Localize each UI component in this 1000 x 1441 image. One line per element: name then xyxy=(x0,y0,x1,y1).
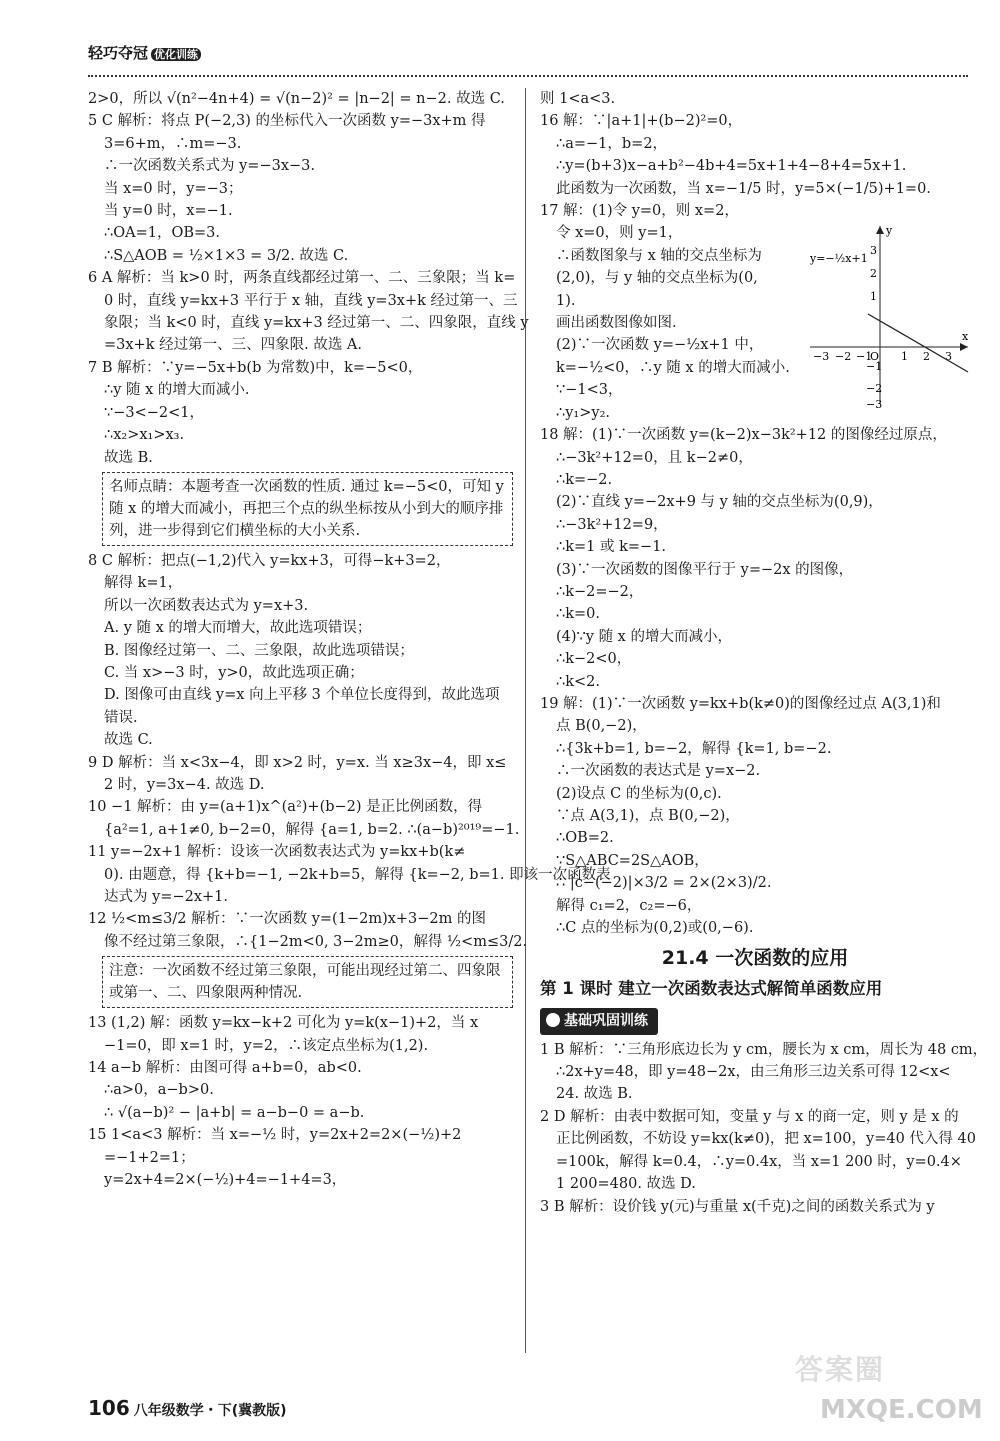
answer-line: 13 (1,2) 解：函数 y=kx−k+2 可化为 y=k(x−1)+2，当 x xyxy=(88,1015,479,1032)
answer-line: 7 B 解析：∵y=−5x+b(b 为常数)中，k=−5<0， xyxy=(88,359,423,376)
x-axis-label: x xyxy=(962,330,969,343)
function-line xyxy=(868,314,968,372)
answer-line: 19 解：(1)∵一次函数 y=kx+b(k≠0)的图像经过点 A(3,1)和 xyxy=(540,695,941,712)
answer-line: 像不经过第三象限，∴{1−2m<0, 3−2m≥0，解得 ½<m≤3/2. xyxy=(104,933,528,950)
answer-line: ∴OB=2. xyxy=(556,830,614,847)
answer-line: (2)设点 C 的坐标为(0,c). xyxy=(556,785,722,802)
answer-line: 14 a−b 解析：由图可得 a+b=0，ab<0. xyxy=(88,1060,362,1077)
answer-line: {a²=1, a+1≠0, b−2=0，解得 {a=1, b=2. ∴(a−b)²⁰¹⁹=−1. xyxy=(104,821,520,838)
answer-line: 1 B 解析：∵三角形底边长为 y cm，腰长为 x cm，周长为 48 cm， xyxy=(540,1041,988,1058)
page-header xyxy=(88,42,968,70)
origin-label: O xyxy=(870,350,880,363)
answer-line: (2)∵一次函数 y=−½x+1 中， xyxy=(556,337,764,354)
answer-line: 17 解：(1)令 y=0，则 x=2， xyxy=(540,203,739,220)
column-divider xyxy=(525,88,526,1353)
answer-line: ∵−1<3， xyxy=(556,382,623,399)
answer-line: 1 200=480. 故选 D. xyxy=(556,1176,696,1193)
answer-line: 此函数为一次函数，当 x=−1/5 时，y=5×(−1/5)+1=0. xyxy=(556,180,931,197)
x-tick: 2 xyxy=(923,350,930,363)
answer-line: =−1+2=1； xyxy=(104,1149,195,1166)
answer-line: 24. 故选 B. xyxy=(556,1086,633,1103)
answer-line: ∴2x+y=48，即 y=48−2x，由三角形三边关系可得 12<x< xyxy=(556,1064,951,1081)
answer-line: 15 1<a<3 解析：当 x=−½ 时，y=2x+2=2×(−½)+2 xyxy=(88,1127,462,1144)
y-arrow xyxy=(876,226,884,234)
answer-line: ∴a>0，a−b>0. xyxy=(104,1082,214,1099)
answer-line: 当 y=0 时，x=−1. xyxy=(104,203,233,220)
answer-line: −1=0，即 x=1 时，y=2，∴该定点坐标为(1,2). xyxy=(104,1037,429,1054)
answer-line: (2,0)，与 y 轴的交点坐标为(0, xyxy=(556,270,758,287)
x-tick: 1 xyxy=(901,350,908,363)
answer-line: y=2x+4=2×(−½)+4=−1+4=3， xyxy=(104,1172,347,1189)
x-tick: 3 xyxy=(945,350,952,363)
x-tick: −3 xyxy=(813,350,830,363)
answer-line: 达式为 y=−2x+1. xyxy=(104,889,228,905)
teacher-tip-box xyxy=(102,472,513,546)
answer-line: (4)∵y 随 x 的增大而减小， xyxy=(556,628,732,645)
logo-main: 轻巧夺冠 xyxy=(88,44,149,62)
answer-line: =3x+k 经过第一、三、四象限. 故选 A. xyxy=(104,337,363,354)
x-tick: −2 xyxy=(835,350,852,363)
answer-line: 3 B 解析：设价钱 y(元)与重量 x(千克)之间的函数关系式为 y xyxy=(540,1198,935,1215)
lesson-title: 第 1 课时 建立一次函数表达式解简单函数应用 xyxy=(540,978,883,998)
answer-line: 11 y=−2x+1 解析：设该一次函数表达式为 y=kx+b(k≠ xyxy=(88,844,466,861)
y-tick: 3 xyxy=(870,244,877,257)
answer-line: 象限；当 k<0 时，直线 y=kx+3 经过第一、二、四象限，直线 y xyxy=(104,315,529,332)
answer-line: 1). xyxy=(556,292,576,309)
answer-line: 0 时，直线 y=kx+3 平行于 x 轴，直线 y=3x+k 经过第一、三 xyxy=(104,292,518,309)
line-label: y=−½x+1 xyxy=(810,252,868,265)
answer-line: 令 x=0，则 y=1， xyxy=(556,225,683,242)
answer-line: D. 图像可由直线 y=x 向上平移 3 个单位长度得到，故此选项 xyxy=(104,687,500,704)
answer-line: =100k，解得 k=0.4，∴y=0.4x，当 x=1 200 时，y=0.4× xyxy=(556,1153,962,1170)
answer-line: 2 D 解析：由表中数据可知，变量 y 与 x 的商一定，则 y 是 x 的 xyxy=(540,1108,959,1125)
answer-line: ∴一次函数的表达式是 y=x−2. xyxy=(556,763,761,780)
watermark-text: 答案圈 xyxy=(795,1353,886,1386)
answer-line: ∴k−2<0， xyxy=(556,651,632,668)
answer-line: 故选 C. xyxy=(104,732,153,749)
page-number: 106 xyxy=(88,1396,130,1420)
watermark-url: MXQE.COM xyxy=(820,1395,983,1425)
answer-line: ∵点 A(3,1)，点 B(0,−2)， xyxy=(556,808,740,824)
answer-line: 画出函数图像如图. xyxy=(556,315,677,332)
answer-line: ∴一次函数关系式为 y=−3x−3. xyxy=(104,158,315,175)
answer-line: 3=6+m，∴m=−3. xyxy=(104,135,242,152)
answer-line: ∴S△AOB = ½×1×3 = 3/2. 故选 C. xyxy=(104,247,349,264)
answer-line: (3)∵一次函数的图像平行于 y=−2x 的图像， xyxy=(556,561,854,578)
section-title: 21.4 一次函数的应用 xyxy=(661,947,849,970)
answer-line: 9 D 解析：当 x<3x−4，即 x>2 时，y=x. 当 x≥3x−4，即 x≤ xyxy=(88,754,507,771)
answer-line: 则 1<a<3. xyxy=(540,91,616,107)
answer-line: ∴ √(a−b)² − |a+b| = a−b−0 = a−b. xyxy=(104,1104,365,1121)
answer-line: ∴x₂>x₁>x₃. xyxy=(104,427,185,444)
note-text: 注意：一次函数不经过第三象限，可能出现经过第二、四象限或第一、二、四象限两种情况. xyxy=(109,963,501,1002)
answer-line: 2>0，所以 √(n²−4n+4) = √(n−2)² = |n−2| = n−2. 故选 C. xyxy=(88,91,505,107)
answer-line: ∴−3k²+12=0，且 k−2≠0， xyxy=(556,449,753,466)
x-tick: −1 xyxy=(856,350,873,363)
answer-line: (2)∵直线 y=−2x+9 与 y 轴的交点坐标为(0,9)， xyxy=(556,494,883,511)
book-title: 八年级数学・下(冀教版) xyxy=(133,1403,287,1419)
answer-line: 5 C 解析：将点 P(−2,3) 的坐标代入一次函数 y=−3x+m 得 xyxy=(88,113,486,130)
answer-line: ∴−3k²+12=9， xyxy=(556,516,668,533)
answer-line: ∵−3<−2<1， xyxy=(104,404,204,421)
answer-line: k=−½<0，∴y 随 x 的增大而减小. xyxy=(556,359,790,376)
answer-line: ∴C 点的坐标为(0,2)或(0,−6). xyxy=(556,920,754,937)
answer-line: ∴k−2=−2， xyxy=(556,583,644,600)
answer-line: ∴k=1 或 k=−1. xyxy=(556,539,667,556)
y-axis-label: y xyxy=(886,224,893,237)
page-footer xyxy=(88,1396,287,1420)
answer-line: 点 B(0,−2)， xyxy=(556,718,647,735)
answer-line: A. y 随 x 的增大而增大，故此选项错误； xyxy=(104,620,372,637)
answer-line: 解得 c₁=2，c₂=−6， xyxy=(556,897,702,914)
y-tick: −1 xyxy=(866,360,883,373)
answer-line: 12 ½<m≤3/2 解析：∵一次函数 y=(1−2m)x+3−2m 的图 xyxy=(88,911,487,928)
brand-logo xyxy=(88,42,201,63)
answer-line: ∴y₁>y₂. xyxy=(556,404,610,421)
answer-line: ∴k<2. xyxy=(556,673,600,690)
answer-line: ∴函数图象与 x 轴的交点坐标为 xyxy=(556,247,762,264)
answer-line: 18 解：(1)∵一次函数 y=(k−2)x−3k²+12 的图像经过原点， xyxy=(540,427,947,444)
x-arrow xyxy=(960,343,968,351)
answer-line: 所以一次函数表达式为 y=x+3. xyxy=(104,597,309,614)
logo-sub: 优化训练 xyxy=(151,48,201,61)
answer-line: 故选 B. xyxy=(104,449,153,466)
badge-label: 基础巩固训练 xyxy=(564,1013,648,1030)
y-tick: −2 xyxy=(866,382,883,395)
y-tick: 1 xyxy=(870,290,877,303)
answer-line: 正比例函数，不妨设 y=kx(k≠0)，把 x=100，y=40 代入得 40 xyxy=(556,1131,976,1148)
answer-line: 8 C 解析：把点(−1,2)代入 y=kx+3，可得−k+3=2， xyxy=(88,552,451,569)
answer-line: 6 A 解析：当 k>0 时，两条直线都经过第一、二、三象限；当 k= xyxy=(88,270,516,287)
function-graph xyxy=(808,222,973,411)
answer-line: ∴a=−1，b=2， xyxy=(556,135,668,152)
answer-line: 当 x=0 时，y=−3； xyxy=(104,180,243,197)
badge-icon xyxy=(546,1013,560,1027)
answer-line: ∴{3k+b=1, b=−2，解得 {k=1, b=−2. xyxy=(556,740,832,757)
answer-line: C. 当 x>−3 时，y>0，故此选项正确； xyxy=(104,664,364,681)
answer-line: ∴OA=1，OB=3. xyxy=(104,225,220,242)
answer-line: 16 解：∵|a+1|+(b−2)²=0， xyxy=(540,113,743,130)
answer-line: 解得 k=1， xyxy=(104,575,183,592)
y-tick: −3 xyxy=(866,398,883,411)
answer-line: 2 时，y=3x−4. 故选 D. xyxy=(104,776,265,793)
answer-line: 0). 由题意，得 {k+b=−1, −2k+b=5，解得 {k=−2, b=1. 即该一次函数表 xyxy=(104,866,611,883)
y-tick: 2 xyxy=(870,267,877,280)
section-badge xyxy=(540,1008,658,1034)
note-box xyxy=(102,956,513,1008)
answer-line: ∴y 随 x 的增大而减小. xyxy=(104,382,250,399)
answer-line: 10 −1 解析：由 y=(a+1)x^(a²)+(b−2) 是正比例函数，得 xyxy=(88,799,483,816)
answer-line: ∵S△ABC=2S△AOB， xyxy=(556,852,709,869)
answer-line: ∴ |c−(−2)|×3/2 = 2×(2×3)/2. xyxy=(556,875,772,892)
answer-line: ∴k=−2. xyxy=(556,471,613,488)
teacher-tip-text: 名师点睛：本题考查一次函数的性质. 通过 k=−5<0，可知 y 随 x 的增大而减小，再把三个点的纵坐标按从小到大的顺序排列，进一步得到它们横坐标的大小关系. xyxy=(109,478,504,539)
answer-line: 错误. xyxy=(104,709,138,726)
answer-line: ∴y=(b+3)x−a+b²−4b+4=5x+1+4−8+4=5x+1. xyxy=(556,158,907,175)
header-rule xyxy=(88,75,968,77)
answer-line: ∴k=0. xyxy=(556,606,600,623)
answer-line: B. 图像经过第一、二、三象限，故此选项错误； xyxy=(104,642,414,659)
